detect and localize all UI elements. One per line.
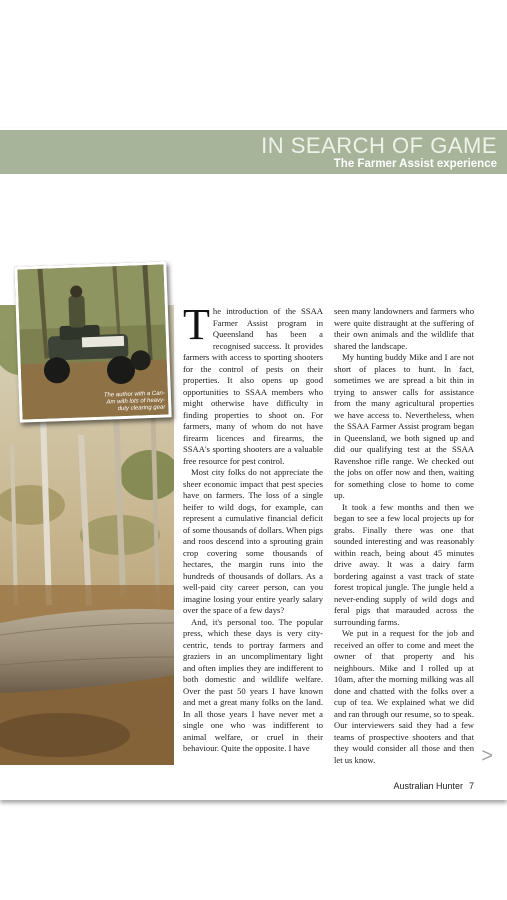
page-number: 7 — [468, 781, 474, 791]
paragraph: Most city folks do not appreciate the sheer economic impact that pest species have on farmers. The loss of a single heifer to wild dogs, for example, can represent a cumulative financial deficit of some thousands of dollars. When pigs and roos descend into a sprouting grain crop covering some thousands of hectares, the margin runs into the hundreds of thousands of dollars. As a well-paid city career person, can you imagine losing your entire yearly salary over the space of a few days? — [183, 467, 323, 615]
atv-photo — [14, 261, 171, 422]
article-title: IN SEARCH OF GAME — [261, 133, 497, 158]
drop-cap: T — [183, 306, 210, 349]
paragraph: And, it's personal too. The popular press, which these days is very city-centric, tends to portray farmers and graziers in an uncomplimentary light and often implies they are indifferent to both domestic and wildlife welfare. Over the past 50 years I have known and met a great many folks on the land. In all those years I have never met a single one who was indifferent to animal welfare, or cruel in their behaviour. Quite the opposite. I have — [183, 616, 323, 753]
paragraph: My hunting buddy Mike and I are not short of places to hunt. In fact, sometimes we are spread a bit thin in trying to answer calls for assistance from the many agricultural properties we have access to. Nevertheless, when the SSAA Farmer Assist program began in Queensland, we both signed up and did our qualifying test at the SSAA Ravenshoe rifle range. We checked out the jobs on offer now and then, waiting for something close to home to come up. — [334, 352, 474, 500]
article-column-2 — [334, 306, 474, 768]
article-column-1 — [183, 306, 323, 766]
paragraph: We put in a request for the job and received an offer to come and meet the owner of that property and his neighbours. Mike and I rolled up at 10am, after the morning milking was all done and chatted with the folks over a cup of tea. We explained what we did and ran through our resume, so to speak. Our interviewers said they had a few teams of prospective shooters and that they would consider all those and then let us know. — [334, 628, 474, 765]
next-page-arrow[interactable]: > — [481, 745, 493, 767]
magazine-name: Australian Hunter — [393, 781, 463, 791]
paragraph: seen many landowners and farmers who were quite distraught at the suffering of their own animals and the wildlife that shared the landscape. — [334, 306, 474, 351]
article-subtitle: The Farmer Assist experience — [333, 158, 497, 170]
photo-caption: The author with a Can-Am with lots of heavy-duty clearing gear — [103, 390, 166, 413]
paragraph-text: he introduction of the SSAA Farmer Assist program in Queensland has been a recognised success. It provides farmers with access to sporting shooters for the control of pests on their properties. It also opens up good opportunities to SSAA members who might otherwise have difficulty in finding properties to shoot on. For farmers, many of whom do not have firearm licences and firearms, the SSAA's sporting shooters are a valuable free resource for pest control. — [183, 306, 323, 466]
paragraph: It took a few months and then we began to see a few local projects up for grabs. Finally there was one that sounded interesting and was reasonably within reach, being about 45 minutes drive away. It was a dairy farm bordering against a vast track of state forest tropical jungle. The jungle held a never-ending supply of wild dogs and feral pigs that marauded across the surrounding farms. — [334, 501, 474, 627]
page-footer — [387, 781, 474, 791]
paragraph — [183, 306, 323, 467]
